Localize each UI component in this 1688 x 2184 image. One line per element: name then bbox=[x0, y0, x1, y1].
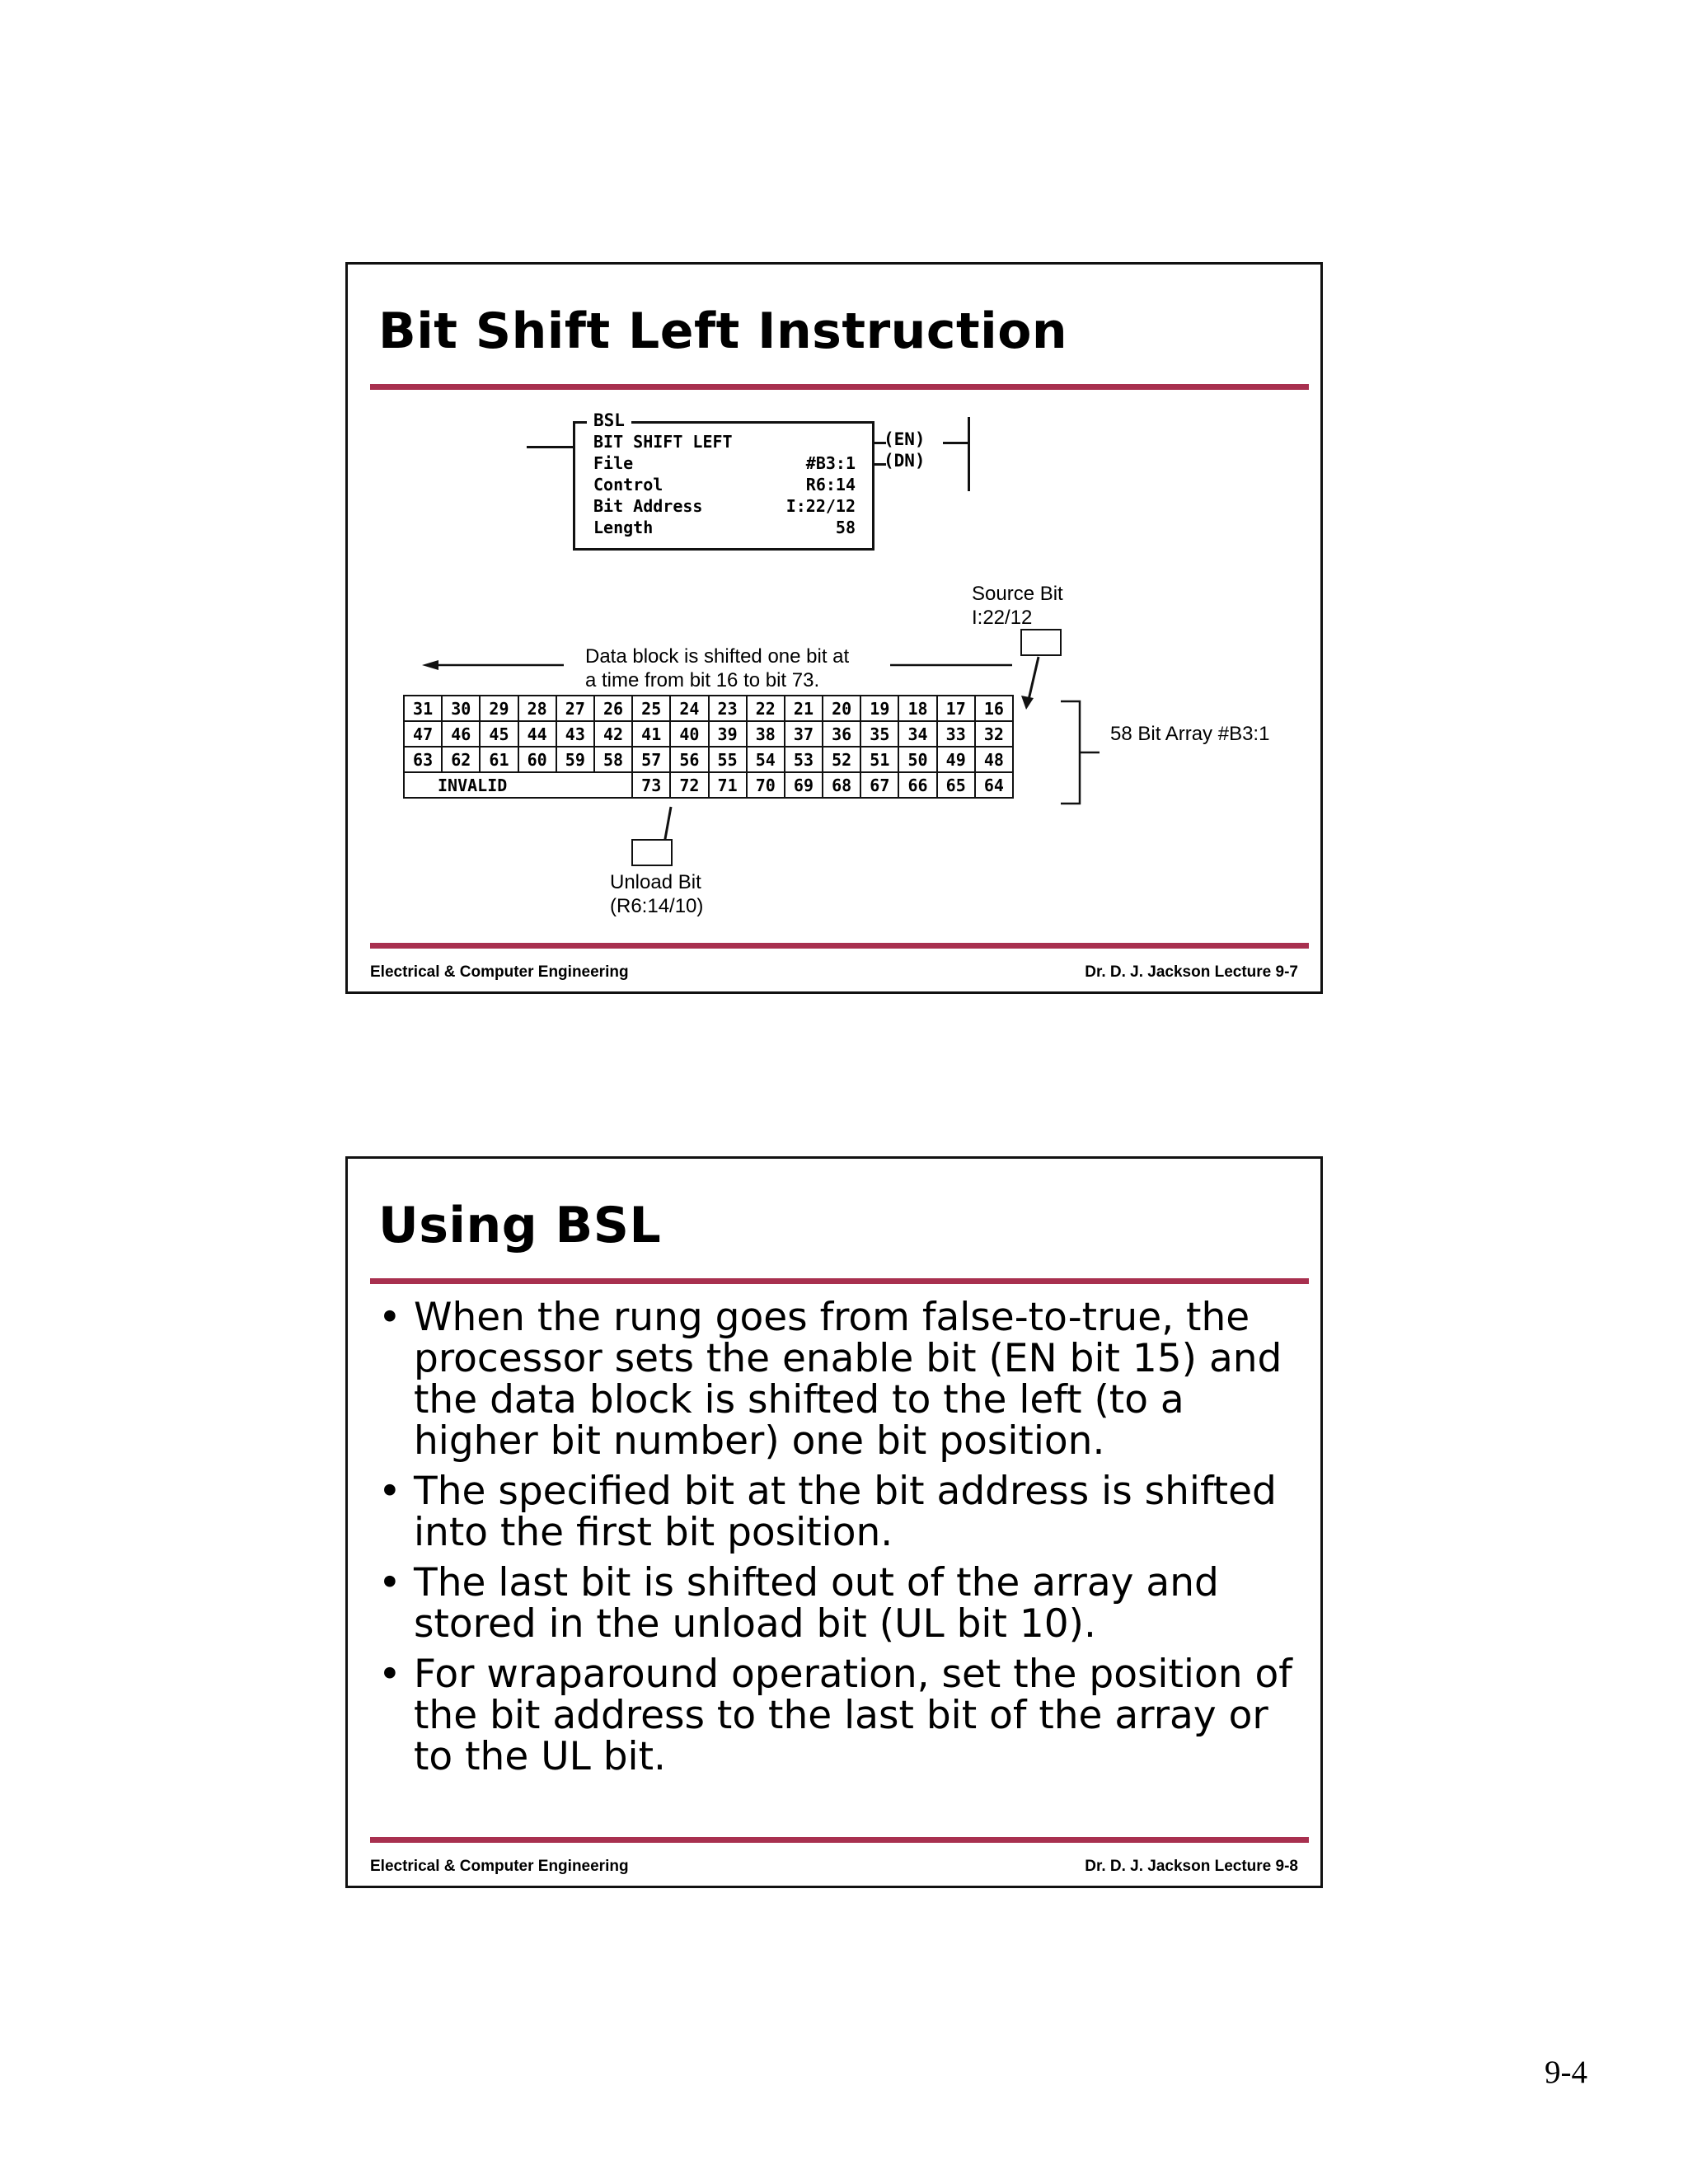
bit-cell: 70 bbox=[747, 772, 785, 798]
bit-cell: 29 bbox=[480, 696, 518, 721]
bit-cell: 59 bbox=[556, 747, 594, 772]
bit-row-4 bbox=[404, 772, 1013, 798]
bit-cell: 44 bbox=[518, 721, 556, 747]
bullet-text: The specified bit at the bit address is shifted into the first bit position. bbox=[414, 1469, 1277, 1555]
shift-note-line1: Data block is shifted one bit at bbox=[585, 645, 850, 668]
bsl-name: BIT SHIFT LEFT bbox=[593, 432, 733, 452]
source-bit-address: I:22/12 bbox=[972, 607, 1033, 629]
bit-cell: 64 bbox=[975, 772, 1013, 798]
bit-cell: 37 bbox=[785, 721, 823, 747]
bullet-list bbox=[378, 1297, 1301, 1787]
bullet-marker: • bbox=[378, 1469, 401, 1514]
bit-cell: 24 bbox=[670, 696, 708, 721]
footer-department: Electrical & Computer Engineering bbox=[370, 1858, 629, 1875]
bit-cell: 26 bbox=[594, 696, 632, 721]
bit-cell: 61 bbox=[480, 747, 518, 772]
bit-cell: 42 bbox=[594, 721, 632, 747]
bit-cell: 47 bbox=[404, 721, 442, 747]
bit-cell: 63 bbox=[404, 747, 442, 772]
bit-cell: 30 bbox=[442, 696, 480, 721]
bit-array-table bbox=[403, 695, 1014, 799]
bit-cell: 39 bbox=[709, 721, 747, 747]
bit-cell: 17 bbox=[937, 696, 975, 721]
bullet-item bbox=[378, 1471, 1301, 1554]
en-coil: (EN) bbox=[884, 429, 926, 449]
bit-cell: 51 bbox=[860, 747, 898, 772]
bit-cell: 57 bbox=[632, 747, 670, 772]
bit-cell: 27 bbox=[556, 696, 594, 721]
param-key: Control bbox=[593, 475, 663, 494]
bit-cell: 23 bbox=[709, 696, 747, 721]
bit-cell: 58 bbox=[594, 747, 632, 772]
bit-cell: 34 bbox=[898, 721, 936, 747]
bit-cell: 32 bbox=[975, 721, 1013, 747]
diagram-arrows bbox=[348, 265, 1320, 990]
footer-divider bbox=[370, 943, 1309, 949]
bit-cell: 73 bbox=[632, 772, 670, 798]
bit-cell: 41 bbox=[632, 721, 670, 747]
bit-cell: 28 bbox=[518, 696, 556, 721]
bullet-item bbox=[378, 1560, 1301, 1647]
slide-bit-shift-left bbox=[345, 262, 1323, 994]
param-value: R6:14 bbox=[805, 475, 856, 494]
bit-cell: 35 bbox=[860, 721, 898, 747]
unload-bit-label bbox=[610, 870, 703, 918]
bullet-text: The last bit is shifted out of the array and stored in the unload bit (UL bit 10). bbox=[414, 1560, 1219, 1647]
bit-cell: 55 bbox=[709, 747, 747, 772]
bullet-text: For wraparound operation, set the position of the bit address to the last bit of the array or to the UL bit. bbox=[414, 1652, 1292, 1779]
source-bit-title: Source Bit bbox=[972, 583, 1063, 605]
bullet-text: When the rung goes from false-to-true, the processor sets the enable bit (EN bit 15) and the data block is shifted to the left (to a higher bit number) one bit position. bbox=[414, 1295, 1282, 1464]
bullet-item bbox=[378, 1297, 1301, 1462]
bit-cell: 36 bbox=[823, 721, 860, 747]
bit-cell: 40 bbox=[670, 721, 708, 747]
footer-lecture: Dr. D. J. Jackson Lecture 9-7 bbox=[1085, 963, 1298, 981]
unload-bit-address: (R6:14/10) bbox=[610, 895, 704, 917]
invalid-cell: INVALID bbox=[404, 772, 632, 798]
bit-cell: 48 bbox=[975, 747, 1013, 772]
bit-cell: 21 bbox=[785, 696, 823, 721]
bit-row-1 bbox=[404, 696, 1013, 721]
bit-cell: 22 bbox=[747, 696, 785, 721]
param-key: Length bbox=[593, 518, 654, 537]
bit-cell: 33 bbox=[937, 721, 975, 747]
bit-cell: 49 bbox=[937, 747, 975, 772]
footer-divider bbox=[370, 1837, 1309, 1843]
bit-cell: 53 bbox=[785, 747, 823, 772]
title-divider bbox=[370, 1278, 1309, 1284]
dn-coil: (DN) bbox=[884, 451, 926, 471]
bit-cell: 71 bbox=[709, 772, 747, 798]
footer-lecture: Dr. D. J. Jackson Lecture 9-8 bbox=[1085, 1858, 1298, 1875]
bit-row-3 bbox=[404, 747, 1013, 772]
slide-title: Using BSL bbox=[378, 1197, 662, 1254]
bit-cell: 50 bbox=[898, 747, 936, 772]
unload-bit-title: Unload Bit bbox=[610, 871, 701, 893]
bit-cell: 45 bbox=[480, 721, 518, 747]
param-value: #B3:1 bbox=[805, 453, 856, 473]
bullet-item bbox=[378, 1654, 1301, 1778]
bsl-block-label: BSL bbox=[587, 410, 631, 430]
bit-cell: 72 bbox=[670, 772, 708, 798]
bit-cell: 31 bbox=[404, 696, 442, 721]
param-value: 58 bbox=[835, 518, 856, 537]
bit-row-2 bbox=[404, 721, 1013, 747]
param-value: I:22/12 bbox=[785, 496, 856, 516]
footer-department: Electrical & Computer Engineering bbox=[370, 963, 629, 981]
bit-cell: 62 bbox=[442, 747, 480, 772]
bit-cell: 38 bbox=[747, 721, 785, 747]
bit-cell: 19 bbox=[860, 696, 898, 721]
param-key: File bbox=[593, 453, 634, 473]
param-key: Bit Address bbox=[593, 496, 703, 516]
unload-bit-box bbox=[631, 839, 673, 866]
bit-cell: 16 bbox=[975, 696, 1013, 721]
bit-cell: 68 bbox=[823, 772, 860, 798]
bit-cell: 56 bbox=[670, 747, 708, 772]
page-number: 9-4 bbox=[1545, 2055, 1587, 2090]
bit-cell: 25 bbox=[632, 696, 670, 721]
bit-cell: 54 bbox=[747, 747, 785, 772]
bullet-marker: • bbox=[378, 1560, 401, 1605]
bit-cell: 18 bbox=[898, 696, 936, 721]
bullet-marker: • bbox=[378, 1295, 401, 1340]
bit-cell: 65 bbox=[937, 772, 975, 798]
bit-cell: 43 bbox=[556, 721, 594, 747]
bit-cell: 52 bbox=[823, 747, 860, 772]
shift-note-line2: a time from bit 16 to bit 73. bbox=[585, 669, 820, 691]
bullet-marker: • bbox=[378, 1652, 401, 1697]
bit-cell: 20 bbox=[823, 696, 860, 721]
bit-cell: 67 bbox=[860, 772, 898, 798]
bit-cell: 66 bbox=[898, 772, 936, 798]
bit-cell: 46 bbox=[442, 721, 480, 747]
bit-cell: 69 bbox=[785, 772, 823, 798]
bit-cell: 60 bbox=[518, 747, 556, 772]
array-label: 58 Bit Array #B3:1 bbox=[1110, 723, 1270, 745]
slide-title: Bit Shift Left Instruction bbox=[378, 302, 1068, 360]
slide-using-bsl bbox=[345, 1156, 1323, 1888]
